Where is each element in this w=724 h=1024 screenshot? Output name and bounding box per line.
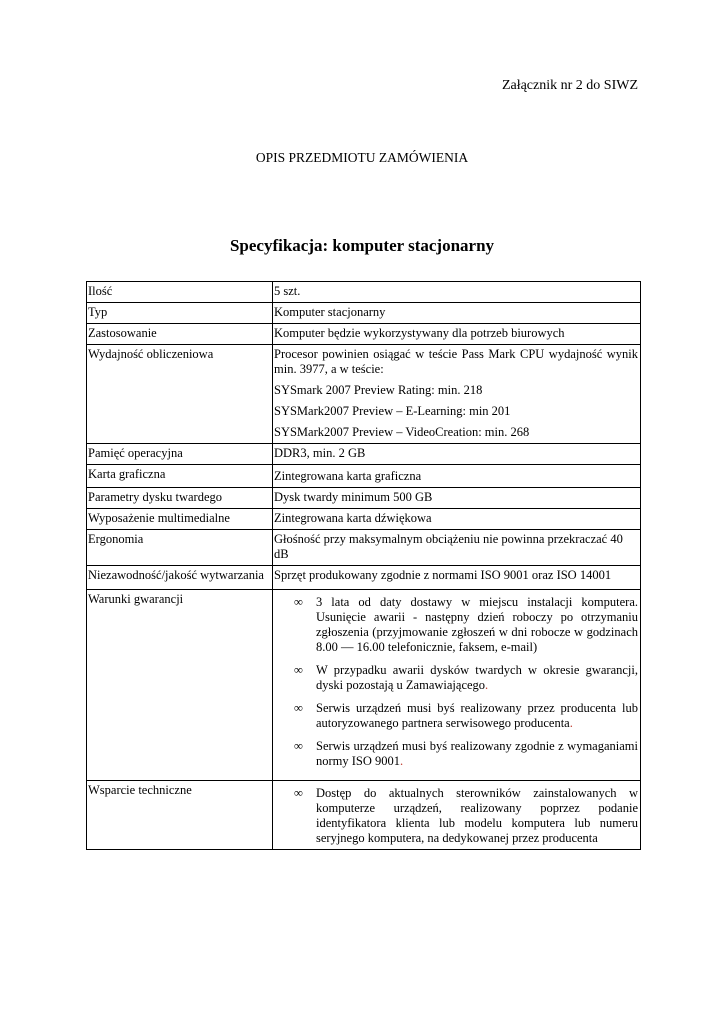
list-item-text: Dostęp do aktualnych sterowników zainstalowanych w komputerze urządzeń, realizowany poprzez podanie identyfikatora klienta lub modelu komputera lub numeru seryjnego komputera, na dedykowanej przez producenta (316, 786, 638, 845)
performance-line: SYSmark 2007 Preview Rating: min. 218 (274, 383, 483, 397)
table-row (87, 465, 641, 488)
list-item (274, 739, 638, 769)
performance-line: SYSMark2007 Preview – E-Learning: min 201 (274, 404, 511, 418)
row-value (273, 781, 641, 850)
table-row (87, 566, 641, 590)
table-row (87, 345, 641, 444)
document-title: OPIS PRZEDMIOTU ZAMÓWIENIA (255, 150, 469, 165)
row-label: Parametry dysku twardego (87, 488, 273, 509)
table-row (87, 781, 641, 850)
specification-table (86, 281, 641, 850)
performance-line: SYSMark2007 Preview – VideoCreation: min. 268 (274, 425, 530, 439)
table-row (87, 303, 641, 324)
performance-line: Procesor powinien osiągać w teście Pass Mark CPU wydajność wynik min. 3977, a w teście: (274, 347, 638, 376)
row-label: Karta graficzna (87, 465, 273, 488)
list-item-text: W przypadku awarii dysków twardych w okresie gwarancji, dyski pozostają u Zamawiającego (316, 663, 638, 692)
infinity-bullet-icon: ∞ (294, 786, 303, 800)
row-value: Komputer stacjonarny (273, 303, 641, 324)
list-item (274, 701, 638, 731)
row-value: Zintegrowana karta dźwiękowa (273, 509, 641, 530)
row-label: Warunki gwarancji (87, 590, 273, 781)
table-row (87, 324, 641, 345)
row-label: Ergonomia (87, 530, 273, 566)
row-value: Zintegrowana karta graficzna (273, 465, 641, 488)
row-value: Dysk twardy minimum 500 GB (273, 488, 641, 509)
row-value: Sprzęt produkowany zgodnie z normami ISO 9001 oraz ISO 14001 (273, 566, 641, 590)
infinity-bullet-icon: ∞ (294, 701, 303, 715)
list-item-text: 3 lata od daty dostawy w miejscu instalacji komputera. Usunięcie awarii - następny dzień roboczy po otrzymaniu zgłoszenia (przyjmowanie zgłoszeń w dni robocze w godzinach 8.00 — 16.00 telefonicznie, faksem, e-mail) (316, 595, 638, 654)
table-row (87, 530, 641, 566)
warranty-list (274, 595, 638, 769)
row-label: Niezawodność/jakość wytwarzania (87, 566, 273, 590)
infinity-bullet-icon: ∞ (294, 595, 303, 609)
infinity-bullet-icon: ∞ (294, 739, 303, 753)
row-value: DDR3, min. 2 GB (273, 444, 641, 465)
list-item (274, 595, 638, 655)
annex-header: Załącznik nr 2 do SIWZ (501, 78, 638, 93)
row-label: Typ (87, 303, 273, 324)
table-row (87, 590, 641, 781)
row-value (273, 590, 641, 781)
row-label: Wsparcie techniczne (87, 781, 273, 850)
row-value: 5 szt. (273, 282, 641, 303)
list-item (274, 786, 638, 846)
support-list (274, 786, 638, 846)
list-item (274, 663, 638, 693)
list-item-tail: . (569, 716, 573, 730)
row-label: Wydajność obliczeniowa (87, 345, 273, 444)
row-label: Pamięć operacyjna (87, 444, 273, 465)
infinity-bullet-icon: ∞ (294, 663, 303, 677)
list-item-tail: . (485, 678, 489, 692)
row-value: Komputer będzie wykorzystywany dla potrzeb biurowych (273, 324, 641, 345)
table-row (87, 282, 641, 303)
table-row (87, 444, 641, 465)
row-label: Zastosowanie (87, 324, 273, 345)
table-row (87, 509, 641, 530)
specification-title: Specyfikacja: komputer stacjonarny (229, 236, 495, 255)
row-label: Ilość (87, 282, 273, 303)
list-item-tail: . (400, 754, 404, 768)
row-label: Wyposażenie multimedialne (87, 509, 273, 530)
table-row (87, 488, 641, 509)
list-item-text: Serwis urządzeń musi byś realizowany przez producenta lub autoryzowanego partnera serwisowego producenta (316, 701, 638, 730)
row-value (273, 345, 641, 444)
list-item-text: Serwis urządzeń musi byś realizowany zgodnie z wymaganiami normy ISO 9001 (316, 739, 638, 768)
row-value: Głośność przy maksymalnym obciążeniu nie powinna przekraczać 40 dB (273, 530, 641, 566)
